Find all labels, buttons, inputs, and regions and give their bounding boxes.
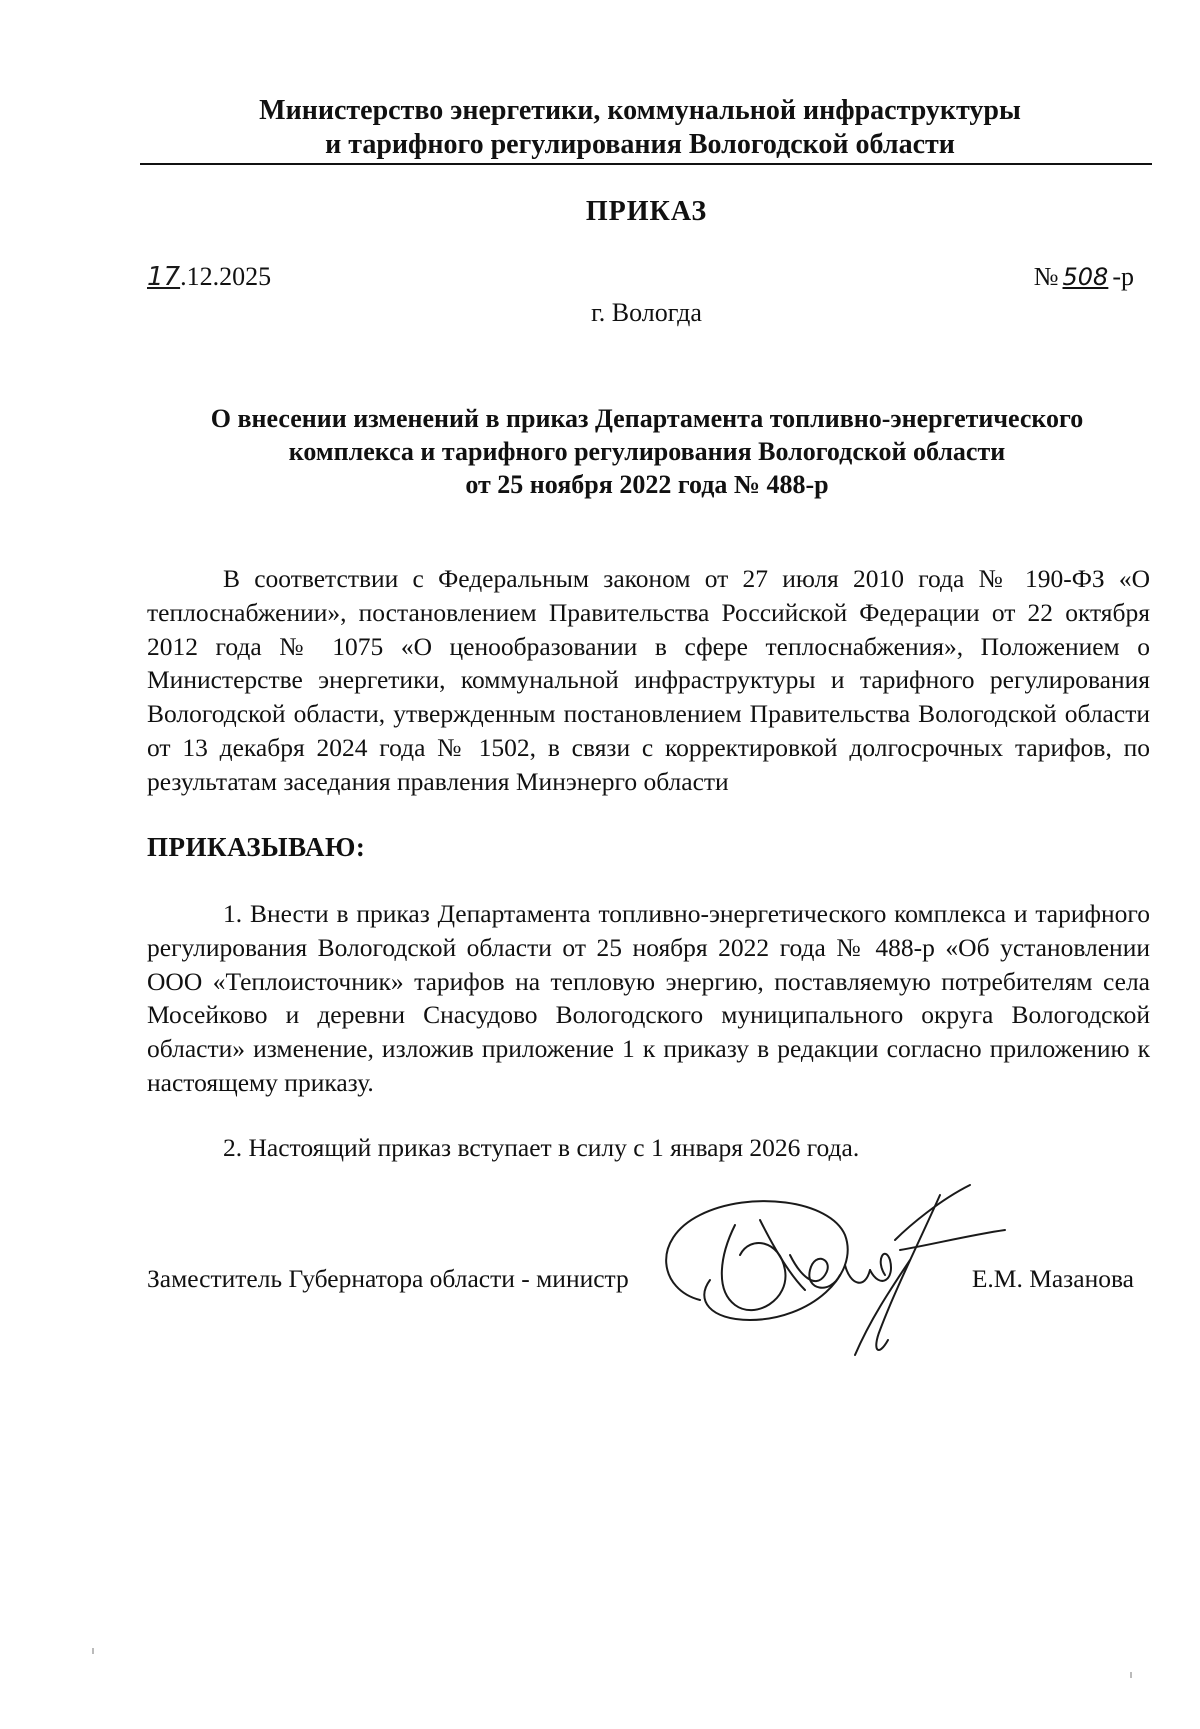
scan-artifact bbox=[92, 1648, 94, 1654]
order-keyword: ПРИКАЗЫВАЮ: bbox=[147, 832, 366, 862]
signer-position: Заместитель Губернатора области - министр bbox=[147, 1264, 629, 1293]
document-city: г. Вологда bbox=[591, 298, 702, 327]
ministry-name-line2: и тарифного регулирования Вологодской области bbox=[325, 129, 955, 160]
subject-line2: комплекса и тарифного регулирования Вологодской области bbox=[288, 437, 1006, 466]
document-subject bbox=[147, 402, 1147, 501]
handwritten-signature bbox=[640, 1180, 1010, 1365]
ministry-name-line1: Министерство энергетики, коммунальной инфраструктуры bbox=[259, 95, 1021, 126]
preamble-paragraph: В соответствии с Федеральным законом от 27 июля 2010 года № 190-ФЗ «О теплоснабжении», постановлением Правительства Российской Федерации от 22 октября 2012 года № 1075 «О ценообразовании в сфере теплоснабжения», Положением о Министерстве энергетики, коммунальной инфраструктуры и тарифного регулирования Вологодской области, утвержденным постановлением Правительства Вологодской области от 13 декабря 2024 года № 1502, в связи с корректировкой долгосрочных тарифов, по результатам заседания правления Минэнерго области bbox=[147, 564, 1150, 796]
date-month-year: .12.2025 bbox=[180, 262, 272, 291]
number-suffix: -р bbox=[1112, 262, 1134, 291]
document-type-title: ПРИКАЗ bbox=[585, 196, 708, 227]
subject-line1: О внесении изменений в приказ Департамента топливно-энергетического bbox=[210, 404, 1084, 433]
header-divider bbox=[140, 163, 1152, 165]
handwritten-date-day: 17 bbox=[147, 262, 181, 292]
document-date bbox=[147, 262, 271, 292]
document-number bbox=[1034, 262, 1134, 292]
handwritten-number: 508 bbox=[1062, 263, 1109, 291]
signer-name: Е.М. Мазанова bbox=[971, 1264, 1134, 1293]
subject-line3: от 25 ноября 2022 года № 488-р bbox=[465, 470, 829, 499]
order-item-1: 1. Внести в приказ Департамента топливно-энергетического комплекса и тарифного регулирования Вологодской области от 25 ноября 2022 года № 488-р «Об установлении ООО «Теплоисточник» тарифов на тепловую энергию, поставляемую потребителям села Мосейково и деревни Снасудово Вологодского муниципального округа Вологодской области» изменение, изложив приложение 1 к приказу в редакции согласно приложению к настоящему приказу. bbox=[147, 899, 1150, 1097]
scan-artifact bbox=[1130, 1672, 1132, 1678]
number-sign: № bbox=[1033, 262, 1059, 291]
order-item-2: 2. Настоящий приказ вступает в силу с 1 января 2026 года. bbox=[223, 1133, 860, 1162]
